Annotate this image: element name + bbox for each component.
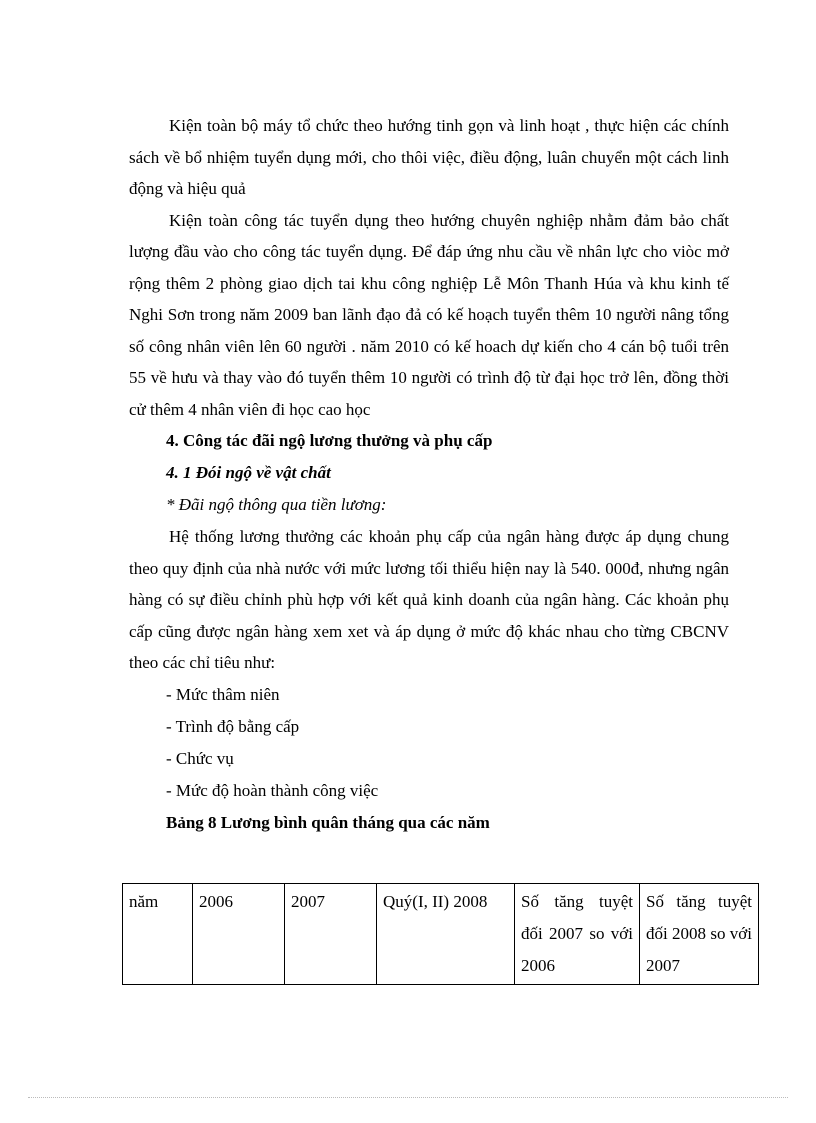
subsection-heading-4-1: 4. 1 Đói ngộ về vật chất bbox=[166, 463, 331, 482]
table-header-cell: 2007 bbox=[285, 884, 377, 985]
list-item: - Mức thâm niên bbox=[166, 684, 280, 704]
table-header-cell: Số tăng tuyệt đối 2008 so với 2007 bbox=[640, 884, 759, 985]
paragraph-recruitment: Kiện toàn công tác tuyển dụng theo hướng chuyên nghiệp nhằm đảm bảo chất lượng đầu vào cho công tác tuyển dụng. Để đáp ứng nhu cầu về nhân lực cho viòc mở rộng thêm 2 phòng giao dịch tai khu công nghiệp Lễ Môn Thanh Húa và khu kinh tế Nghi Sơn trong năm 2009 ban lãnh đạo đả có kế hoạch tuyển thêm 10 người nâng tổng số công nhân viên lên 60 người . năm 2010 có kế hoach dự kiến cho 4 cán bộ tuổi trên 55 về hưu và thay vào đó tuyển thêm 10 người có trình độ từ đại học trở lên, đồng thời cử thêm 4 nhân viên đi học cao học bbox=[129, 210, 729, 419]
table-header-cell: Quý(I, II) 2008 bbox=[377, 884, 515, 985]
table-header-cell: năm bbox=[123, 884, 193, 985]
list-item: - Chức vụ bbox=[166, 748, 234, 768]
list-item: - Trình độ bằng cấp bbox=[166, 716, 300, 736]
paragraph-restructure: Kiện toàn bộ máy tổ chức theo hướng tinh gọn và linh hoạt , thực hiện các chính sách về bổ nhiệm tuyển dụng mới, cho thôi việc, điều động, luân chuyển một cách linh động và hiệu quả bbox=[129, 116, 729, 198]
document-body bbox=[129, 110, 729, 839]
salary-subtitle: * Đãi ngộ thông qua tiền lương: bbox=[166, 495, 387, 514]
section-heading-4: 4. Công tác đãi ngộ lương thưởng và phụ cấp bbox=[166, 431, 493, 450]
page-bottom-rule bbox=[28, 1097, 788, 1098]
table-header-cell: Số tăng tuyệt đối 2007 so với 2006 bbox=[515, 884, 640, 985]
table-row bbox=[123, 884, 759, 985]
salary-table bbox=[122, 883, 759, 985]
list-item: - Mức độ hoàn thành công việc bbox=[166, 780, 379, 800]
table-caption: Bảng 8 Lương bình quân tháng qua các năm bbox=[166, 812, 490, 832]
table-header-cell: 2006 bbox=[193, 884, 285, 985]
paragraph-salary-system: Hệ thống lương thưởng các khoản phụ cấp của ngân hàng được áp dụng chung theo quy định của nhà nước với mức lương tối thiểu hiện nay là 540. 000đ, nhưng ngân hàng có sự điều chỉnh phù hợp với kết quả kinh doanh của ngân hàng. Các khoản phụ cấp cũng được ngân hàng xem xet và áp dụng ở mức độ khác nhau cho từng CBCNV theo các chỉ tiêu như: bbox=[129, 527, 729, 672]
